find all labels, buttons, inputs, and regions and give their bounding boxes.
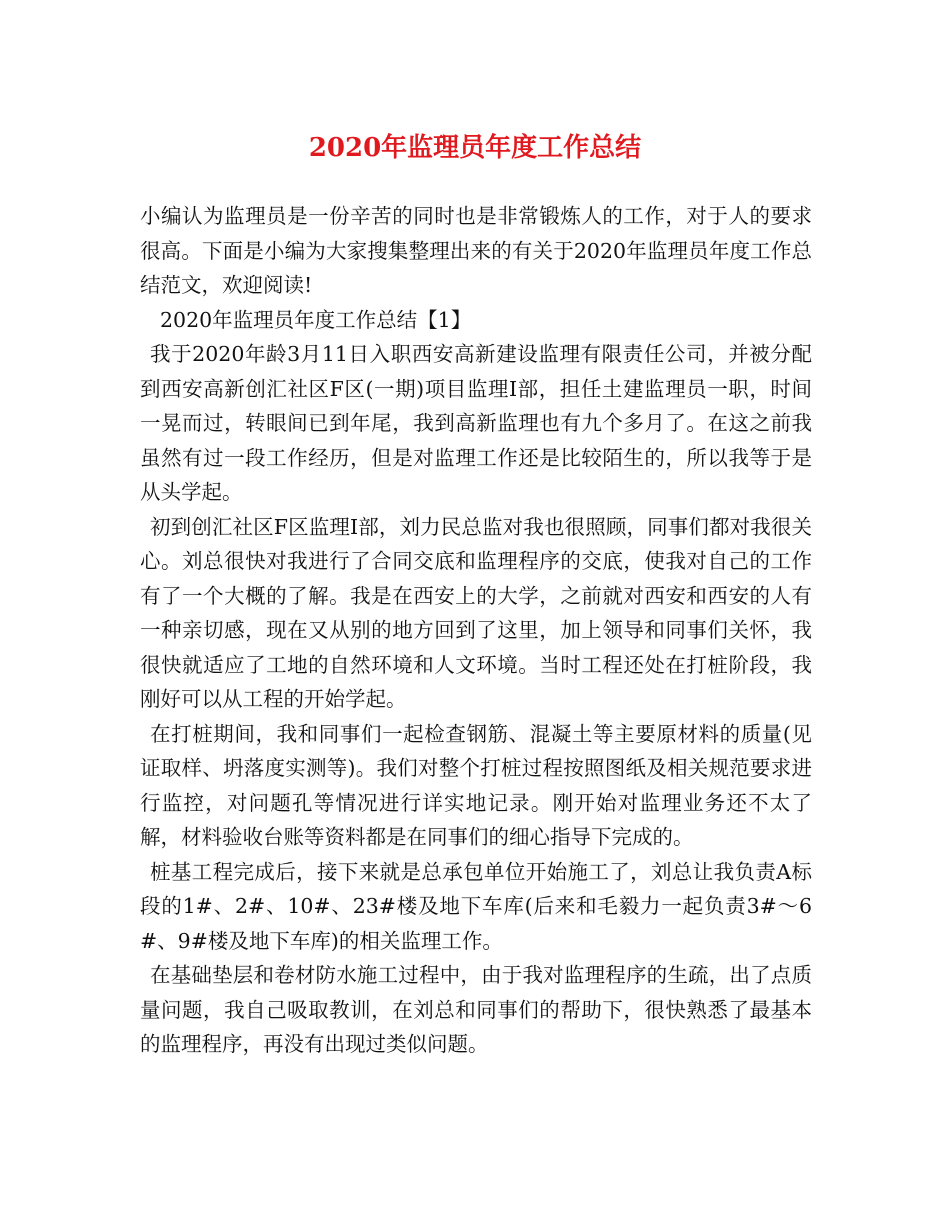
document-body: [140, 199, 812, 1062]
body-paragraph: 在基础垫层和卷材防水施工过程中，由于我对监理程序的生疏，出了点质量问题，我自己吸取教训，在刘总和同事们的帮助下，很快熟悉了最基本的监理程序，再没有出现过类似问题。: [140, 963, 812, 1056]
body-paragraph: 初到创汇社区F区监理I部，刘力民总监对我也很照顾，同事们都对我很关心。刘总很快对我进行了合同交底和监理程序的交底，使我对自己的工作有了一个大概的了解。我是在西安上的大学，之前就对西安和西安的人有一种亲切感，现在又从别的地方回到了这里，加上领导和同事们关怀，我很快就适应了工地的自然环境和人文环境。当时工程还处在打桩阶段，我刚好可以从工程的开始学起。: [140, 514, 812, 711]
body-paragraph: 桩基工程完成后，接下来就是总承包单位开始施工了，刘总让我负责A标段的1#、2#、10#、23#楼及地下车库(后来和毛毅力一起负责3#～6#、9#楼及地下车库)的相关监理工作。: [140, 859, 812, 953]
body-paragraph: 我于2020年龄3月11日入职西安高新建设监理有限责任公司，并被分配到西安高新创汇社区F区(一期)项目监理I部，担任土建监理员一职，时间一晃而过，转眼间已到年尾，我到高新监理也有九个多月了。在这之前我虽然有过一段工作经历，但是对监理工作还是比较陌生的，所以我等于是从头学起。: [140, 342, 812, 504]
document-title: 2020年监理员年度工作总结: [308, 133, 642, 163]
section-heading: 2020年监理员年度工作总结【1】: [160, 307, 472, 332]
body-paragraph: 在打桩期间，我和同事们一起检查钢筋、混凝土等主要原材料的质量(见证取样、坍落度实测等)。我们对整个打桩过程按照图纸及相关规范要求进行监控，对问题孔等情况进行详实地记录。刚开始对监理业务还不太了解，材料验收台账等资料都是在同事们的细心指导下完成的。: [140, 721, 812, 849]
intro-paragraph: 小编认为监理员是一份辛苦的同时也是非常锻炼人的工作，对于人的要求很高。下面是小编为大家搜集整理出来的有关于2020年监理员年度工作总结范文，欢迎阅读!: [140, 204, 812, 297]
